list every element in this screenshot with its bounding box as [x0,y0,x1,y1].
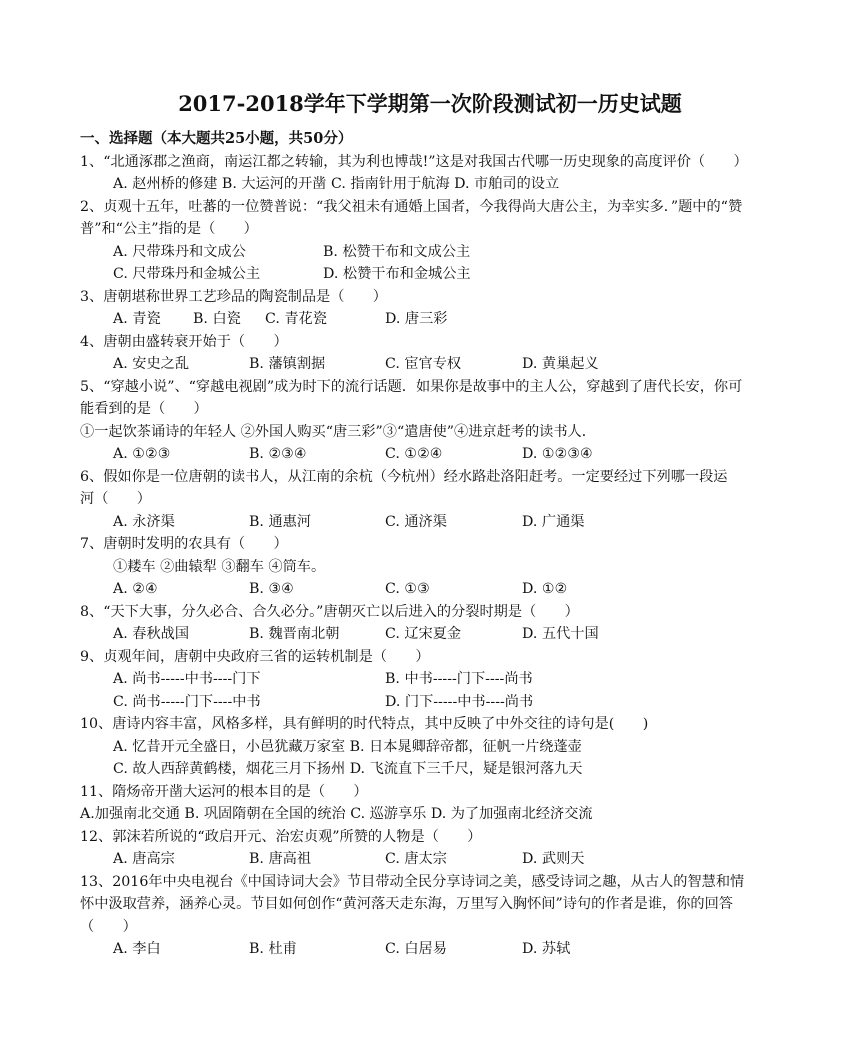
question-4-option-b: B. 藩镇割据 [249,356,326,372]
question-11-stem: 11、隋炀帝开凿大运河的根本目的是（ ） [80,784,368,800]
question-3-option-d: D. 唐三彩 [385,311,448,327]
question-10-options-cd: C. 故人西辞黄鹤楼，烟花三月下扬州 D. 飞流直下三千尺，疑是银河落九天 [113,761,583,777]
question-2-stem-cont: 普”和“公主”指的是（ ） [80,221,258,237]
question-12-option-a: A. 唐高宗 [113,851,175,867]
question-12-option-c: C. 唐太宗 [385,851,447,867]
question-9-option-d: D. 门下-----中书----尚书 [385,694,534,710]
question-5-items: ①一起饮茶诵诗的年轻人 ②外国人购买“唐三彩”③“遣唐使”④进京赶考的读书人． [80,424,596,440]
question-4-option-c: C. 宦官专权 [385,356,462,372]
question-3-stem: 3、唐朝堪称世界工艺珍品的陶瓷制品是（ ） [80,289,387,305]
question-13-option-d: D. 苏轼 [522,941,571,957]
question-11-options: A.加强南北交通 B. 巩固隋朝在全国的统治 C. 巡游享乐 D. 为了加强南北经济交流 [80,806,593,822]
question-13-stem-end: （ ） [80,919,137,935]
question-3-option-c: C. 青花瓷 [265,311,327,327]
question-1-stem: 1、“北通涿郡之渔商，南运江都之转输，其为利也博哉!”这是对我国古代哪一历史现象的高度评价（ ） [80,154,748,170]
question-3-option-b: B. 白瓷 [193,311,241,327]
question-2-option-d: D. 松赞干布和金城公主 [323,266,471,282]
question-5-stem-cont: 能看到的是（ ） [80,401,208,417]
question-8-option-a: A. 春秋战国 [113,626,190,642]
question-5-option-a: A. ①②③ [113,446,171,462]
question-2-option-a: A. 尺带珠丹和文成公 [113,244,246,260]
question-13-option-b: B. 杜甫 [249,941,297,957]
question-9-option-c: C. 尚书-----门下----中书 [113,694,261,710]
question-6-stem-cont: 河（ ） [80,491,151,507]
question-4-option-d: D. 黄巢起义 [522,356,599,372]
question-6-option-b: B. 通惠河 [249,514,312,530]
question-5-stem: 5、“穿越小说”、“穿越电视剧”成为时下的流行话题．如果你是故事中的主人公，穿越到了唐代长安，你可 [80,379,743,395]
question-4-option-a: A. 安史之乱 [113,356,190,372]
question-2-option-c: C. 尺带珠丹和金城公主 [113,266,261,282]
question-6-option-a: A. 永济渠 [113,514,175,530]
question-8-option-b: B. 魏晋南北朝 [249,626,340,642]
question-7-items: ①耧车 ②曲辕犁 ③翻车 ④筒车。 [113,559,326,575]
question-12-stem: 12、郭沫若所说的“政启开元、治宏贞观”所赞的人物是（ ） [80,829,482,845]
question-4-stem: 4、唐朝由盛转衰开始于（ ） [80,334,288,350]
question-6-stem: 6、假如你是一位唐朝的读书人，从江南的余杭（今杭州）经水路赴洛阳赶考。一定要经过下列哪一段运 [80,469,728,485]
question-10-options-ab: A. 忆昔开元全盛日，小邑犹藏万家室 B. 日本晁卿辞帝都，征帆一片绕蓬壶 [113,739,582,755]
question-12-option-b: B. 唐高祖 [249,851,312,867]
question-2-option-b: B. 松赞干布和文成公主 [323,244,471,260]
section-heading: 一、选择题（本大题共25小题，共50分） [80,130,353,147]
question-5-option-c: C. ①②④ [385,446,443,462]
question-7-option-b: B. ③④ [249,581,294,597]
question-8-option-c: C. 辽宋夏金 [385,626,462,642]
question-13-option-a: A. 李白 [113,941,161,957]
question-7-option-a: A. ②④ [113,581,158,597]
question-5-option-b: B. ②③④ [249,446,307,462]
question-6-option-c: C. 通济渠 [385,514,447,530]
question-7-option-d: D. ①② [522,581,568,597]
question-12-option-d: D. 武则天 [522,851,585,867]
question-6-option-d: D. 广通渠 [522,514,585,530]
question-8-stem: 8、“天下大事，分久必合、合久必分。”唐朝灭亡以后进入的分裂时期是（ ） [80,604,579,620]
question-5-option-d: D. ①②③④ [522,446,593,462]
question-7-stem: 7、唐朝时发明的农具有（ ） [80,536,288,552]
question-10-stem: 10、唐诗内容丰富，风格多样，具有鲜明的时代特点，其中反映了中外交往的诗句是( ) [80,716,649,732]
question-13-option-c: C. 白居易 [385,941,447,957]
question-3-option-a: A. 青瓷 [113,311,161,327]
question-13-stem: 13、2016年中央电视台《中国诗词大会》节目带动全民分享诗词之美，感受诗词之趣，从古人的智慧和情 [80,874,745,890]
question-9-option-a: A. 尚书-----中书----门下 [113,671,261,687]
question-13-stem-cont: 怀中汲取营养，涵养心灵。节目如何创作“黄河落天走东海，万里写入胸怀间”诗句的作者是谁，你的回答 [80,896,733,912]
question-7-option-c: C. ①③ [385,581,430,597]
question-2-stem: 2、贞观十五年，吐蕃的一位赞普说：“我父祖未有通婚上国者，今我得尚大唐公主，为幸实多．”题中的“赞 [80,199,743,215]
page-title: 2017-2018学年下学期第一次阶段测试初一历史试题 [178,91,682,116]
question-8-option-d: D. 五代十国 [522,626,599,642]
question-9-option-b: B. 中书-----门下----尚书 [385,671,533,687]
question-1-options: A. 赵州桥的修建 B. 大运河的开凿 C. 指南针用于航海 D. 市舶司的设立 [113,176,560,192]
question-9-stem: 9、贞观年间，唐朝中央政府三省的运转机制是（ ） [80,649,430,665]
